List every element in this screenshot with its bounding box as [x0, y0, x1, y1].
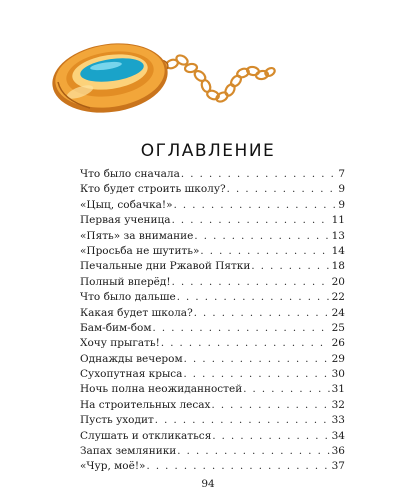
- toc-heading: ОГЛАВЛЕНИЕ: [140, 141, 276, 161]
- toc-entry[interactable]: [80, 367, 345, 382]
- dot-leader: [183, 367, 329, 382]
- toc-entry-title: Что было дальше: [80, 291, 176, 304]
- dot-leader: [212, 429, 329, 444]
- toc-entry[interactable]: [80, 352, 345, 367]
- page-number: 94: [201, 478, 215, 490]
- toc-entry-page: 7: [338, 168, 345, 180]
- dot-leader: [211, 398, 329, 413]
- toc-entry-title: Бам-бим-бом: [80, 321, 152, 334]
- toc-entry-title: «Пять» за внимание: [80, 229, 194, 242]
- toc-entry-page: 24: [331, 306, 345, 319]
- toc-entry[interactable]: [80, 198, 345, 213]
- toc-entry-title: Слушать и откликаться: [80, 429, 212, 442]
- toc-entry[interactable]: [80, 321, 345, 336]
- dot-leader: [155, 413, 330, 428]
- toc-entry-title: Однажды вечером: [80, 352, 183, 365]
- watch-chain: [165, 54, 276, 104]
- toc-entry-page: 29: [331, 352, 345, 365]
- toc-entry[interactable]: [80, 444, 345, 459]
- toc-entry-page: 22: [331, 291, 345, 304]
- toc-entry-page: 30: [331, 368, 345, 381]
- dot-leader: [251, 259, 329, 274]
- dot-leader: [146, 459, 329, 474]
- toc-entry-page: 36: [331, 445, 345, 458]
- watch-body: [48, 36, 172, 119]
- toc-entry-page: 25: [331, 321, 345, 334]
- toc-entry-page: 32: [331, 398, 345, 411]
- dot-leader: [153, 321, 330, 336]
- toc-entry-title: На строительных лесах: [80, 398, 211, 411]
- toc-entry[interactable]: [80, 336, 345, 351]
- toc-entry-page: 20: [331, 275, 345, 288]
- dot-leader: [194, 229, 329, 244]
- toc-entry[interactable]: [80, 290, 345, 305]
- toc-entry-page: 18: [331, 260, 345, 273]
- dot-leader: [243, 382, 329, 397]
- toc-entry-page: 13: [331, 229, 345, 242]
- dot-leader: [181, 167, 336, 182]
- toc-entry[interactable]: [80, 413, 345, 428]
- toc-entry-title: Запах земляники: [80, 445, 177, 458]
- toc-entry-title: «Цыц, собачка!»: [80, 198, 173, 211]
- toc-entry-page: 26: [331, 337, 345, 350]
- toc-entry-title: Ночь полна неожиданностей: [80, 383, 243, 396]
- toc-entry-title: Что было сначала: [80, 168, 180, 180]
- dot-leader: [227, 182, 337, 197]
- toc-entry-page: 37: [331, 460, 345, 473]
- dot-leader: [177, 444, 329, 459]
- dot-leader: [174, 198, 337, 213]
- toc-entry-title: Сухопутная крыса: [80, 368, 183, 381]
- toc-list: [80, 167, 345, 475]
- toc-entry[interactable]: [80, 459, 345, 474]
- toc-entry-title: Какая будет школа?: [80, 306, 193, 319]
- dot-leader: [177, 290, 330, 305]
- toc-entry-title: Хочу прыгать!: [80, 337, 160, 350]
- pocket-watch-icon: [0, 0, 416, 140]
- dot-leader: [161, 336, 330, 351]
- dot-leader: [184, 352, 330, 367]
- toc-entry[interactable]: [80, 213, 345, 228]
- toc-entry-page: 9: [338, 198, 345, 211]
- toc-entry[interactable]: [80, 229, 345, 244]
- toc-entry-page: 9: [338, 183, 345, 196]
- toc-entry[interactable]: [80, 306, 345, 321]
- toc-entry-title: «Просьба не шутить»: [80, 244, 200, 257]
- toc-entry-title: Полный вперёд!: [80, 275, 171, 288]
- toc-entry-page: 11: [331, 214, 345, 227]
- toc-entry[interactable]: [80, 382, 345, 397]
- toc-entry-page: 31: [331, 383, 345, 396]
- toc-entry[interactable]: [80, 259, 345, 274]
- toc-entry-title: «Чур, моё!»: [80, 460, 146, 473]
- dot-leader: [194, 306, 330, 321]
- toc-entry-title: Пусть уходит: [80, 414, 154, 427]
- toc-entry[interactable]: [80, 429, 345, 444]
- toc-entry-page: 14: [331, 244, 345, 257]
- toc-entry[interactable]: [80, 182, 345, 197]
- toc-entry[interactable]: [80, 398, 345, 413]
- toc-entry-page: 34: [331, 429, 345, 442]
- toc-entry-title: Печальные дни Ржавой Пятки: [80, 260, 251, 273]
- dot-leader: [200, 244, 329, 259]
- toc-entry[interactable]: [80, 167, 345, 182]
- toc-entry-page: 33: [331, 414, 345, 427]
- toc-entry-title: Первая ученица: [80, 214, 171, 227]
- toc-entry[interactable]: [80, 244, 345, 259]
- toc-entry[interactable]: [80, 275, 345, 290]
- toc-entry-title: Кто будет строить школу?: [80, 183, 226, 196]
- dot-leader: [172, 213, 330, 228]
- dot-leader: [172, 275, 330, 290]
